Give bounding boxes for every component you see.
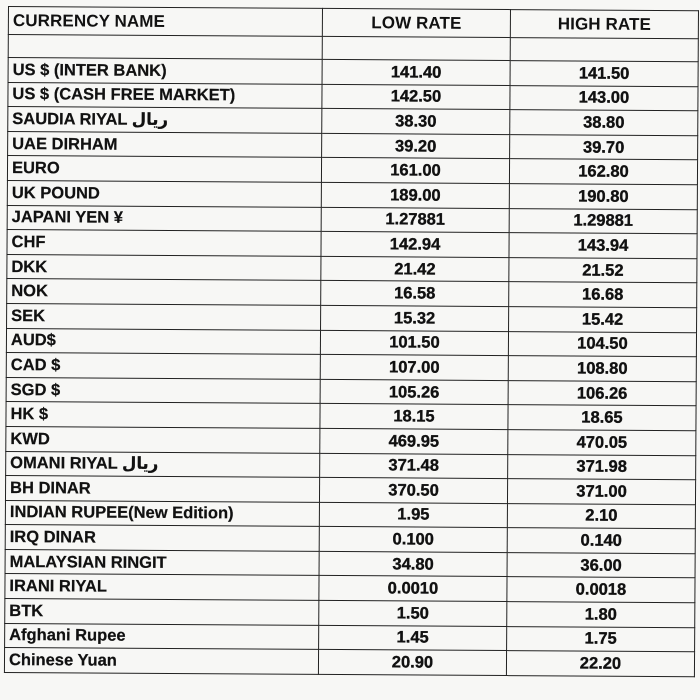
high-rate-cell: 190.80: [509, 184, 697, 210]
currency-name-cell: CAD $: [6, 353, 320, 380]
low-rate-cell: 38.30: [322, 109, 510, 135]
low-rate-cell: 1.50: [319, 600, 507, 626]
high-rate-cell: 0.140: [507, 528, 695, 554]
currency-name-cell: DKK: [7, 254, 321, 281]
high-rate-cell: 106.26: [508, 380, 696, 406]
low-rate-cell: 142.50: [322, 84, 510, 110]
low-rate-cell: 142.94: [321, 232, 509, 258]
high-rate-cell: 104.50: [508, 331, 696, 357]
low-rate-cell: 101.50: [320, 330, 508, 356]
currency-name-cell: US $ (CASH FREE MARKET): [8, 82, 322, 109]
high-rate-cell: 1.75: [507, 626, 695, 652]
currency-name-cell: UAE DIRHAM: [8, 131, 322, 158]
high-rate-cell: 0.0018: [507, 577, 695, 603]
currency-name-cell: Afghani Rupee: [5, 623, 319, 650]
low-rate-cell: 0.100: [319, 527, 507, 553]
header-high-rate: HIGH RATE: [510, 10, 698, 39]
currency-name-cell: EURO: [7, 156, 321, 183]
currency-name-cell: BTK: [5, 599, 319, 626]
high-rate-cell: 143.00: [510, 85, 698, 111]
low-rate-cell: 15.32: [321, 305, 509, 331]
high-rate-cell: 143.94: [509, 233, 697, 259]
high-rate-cell: 16.68: [509, 282, 697, 308]
high-rate-cell: 21.52: [509, 257, 697, 283]
low-rate-cell: 1.45: [319, 625, 507, 651]
currency-name-cell: IRQ DINAR: [5, 525, 319, 552]
currency-name-cell: INDIAN RUPEE(New Edition): [5, 500, 319, 527]
currency-name-cell: BH DINAR: [5, 476, 319, 503]
currency-name-cell: NOK: [7, 279, 321, 306]
currency-name-cell: MALAYSIAN RINGIT: [5, 549, 319, 576]
low-rate-cell: 1.95: [319, 502, 507, 528]
rate-table-body: [4, 35, 698, 677]
low-rate-cell: 371.48: [320, 453, 508, 479]
currency-name-cell: AUD$: [6, 328, 320, 355]
high-rate-cell: 18.65: [508, 405, 696, 431]
currency-name-cell: KWD: [6, 426, 320, 453]
high-rate-cell: 470.05: [508, 429, 696, 455]
currency-name-cell: SAUDIA RIYAL ریال: [8, 107, 322, 134]
high-rate-cell: 141.50: [510, 61, 698, 87]
high-rate-cell: 1.29881: [509, 208, 697, 234]
currency-name-cell: IRANI RIYAL: [5, 574, 319, 601]
currency-name-cell: SGD $: [6, 377, 320, 404]
low-rate-cell: 18.15: [320, 404, 508, 430]
high-rate-cell: 36.00: [507, 552, 695, 578]
high-rate-cell: 108.80: [508, 356, 696, 382]
currency-rate-table: [4, 6, 699, 677]
low-rate-cell: 370.50: [319, 478, 507, 504]
high-rate-cell: 2.10: [507, 503, 695, 529]
currency-name-cell: US $ (INTER BANK): [8, 58, 322, 85]
blank-cell: [8, 35, 322, 60]
currency-name-cell: HK $: [6, 402, 320, 429]
low-rate-cell: 161.00: [321, 158, 509, 184]
low-rate-cell: 20.90: [318, 650, 506, 676]
low-rate-cell: 105.26: [320, 379, 508, 405]
header-low-rate: LOW RATE: [322, 8, 510, 37]
high-rate-cell: 15.42: [509, 307, 697, 333]
currency-name-cell: JAPANI YEN ¥: [7, 205, 321, 232]
high-rate-cell: 22.20: [506, 651, 694, 677]
high-rate-cell: 1.80: [507, 602, 695, 628]
low-rate-cell: 0.0010: [319, 576, 507, 602]
header-currency-name: CURRENCY NAME: [8, 7, 322, 37]
low-rate-cell: 1.27881: [321, 207, 509, 233]
low-rate-cell: 189.00: [321, 182, 509, 208]
low-rate-cell: 16.58: [321, 281, 509, 307]
high-rate-cell: 39.70: [510, 134, 698, 160]
low-rate-cell: 469.95: [320, 428, 508, 454]
blank-cell: [322, 36, 510, 60]
currency-name-cell: SEK: [7, 303, 321, 330]
currency-name-cell: Chinese Yuan: [4, 648, 318, 675]
currency-name-cell: CHF: [7, 230, 321, 257]
low-rate-cell: 21.42: [321, 256, 509, 282]
currency-name-cell: OMANI RIYAL ریال: [6, 451, 320, 478]
low-rate-cell: 34.80: [319, 551, 507, 577]
high-rate-cell: 38.80: [510, 110, 698, 136]
low-rate-cell: 141.40: [322, 59, 510, 85]
low-rate-cell: 107.00: [320, 355, 508, 381]
low-rate-cell: 39.20: [322, 133, 510, 159]
header-row: [8, 7, 698, 39]
high-rate-cell: 371.00: [507, 479, 695, 505]
high-rate-cell: 162.80: [509, 159, 697, 185]
blank-cell: [510, 38, 698, 62]
currency-name-cell: UK POUND: [7, 180, 321, 207]
high-rate-cell: 371.98: [508, 454, 696, 480]
table-row: [4, 648, 694, 677]
